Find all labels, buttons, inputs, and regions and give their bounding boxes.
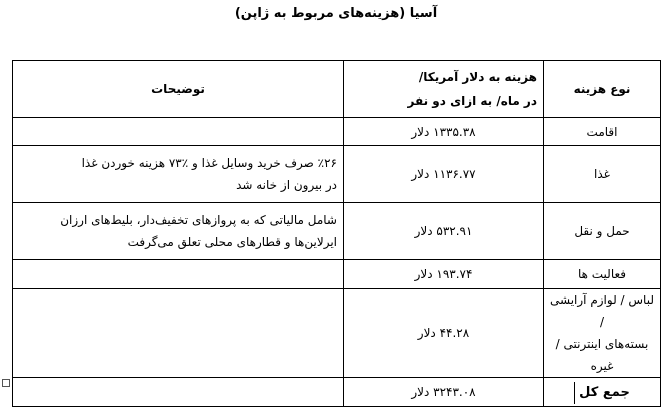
header-cost-type: نوع هزینه [544,61,661,118]
row-cost: ۱۹۳.۷۴ دلار [344,260,544,289]
row-type-line1: لباس / لوازم آرایشی / [550,293,654,329]
table-row [13,118,661,146]
table-row [13,203,661,260]
row-description [13,118,344,146]
total-cost: ۳۲۴۳.۰۸ دلار [344,378,544,407]
total-label: جمع کل [574,382,630,404]
row-description-line2: در بیرون از خانه شد [236,178,337,192]
row-cost: ۵۳۲.۹۱ دلار [344,203,544,260]
row-type [544,289,661,378]
header-cost-line2: در ماه/ به ازای دو نفر [407,94,537,108]
table-header-row [13,61,661,118]
table-anchor-icon [2,379,10,387]
table-row [13,289,661,378]
row-description [13,289,344,378]
header-description: توضیحات [13,61,344,118]
row-cost: ۱۱۳۶.۷۷ دلار [344,146,544,203]
cost-table [12,60,661,407]
row-type: اقامت [544,118,661,146]
row-description-line2: ایرلاین‌ها و قطارهای محلی تعلق می‌گرفت [127,235,337,249]
document-title: آسیا (هزینه‌های مربوط به ژاپن) [234,6,438,21]
header-cost-line1: هزینه به دلار آمریکا/ [418,70,537,84]
row-type: غذا [544,146,661,203]
table-row [13,146,661,203]
row-description [13,146,344,203]
row-description-line1: ٪۲۶ صرف خرید وسایل غذا و ٪۷۳ هزینه خوردن غذا [81,156,337,170]
total-label-cell [544,378,661,407]
table-row [13,260,661,289]
row-type-line2: بسته‌های اینترنتی / غیره [555,337,649,373]
row-description [13,203,344,260]
total-row [13,378,661,407]
row-cost: ۴۴.۲۸ دلار [344,289,544,378]
total-description [13,378,344,407]
header-cost-amount [344,61,544,118]
row-type: فعالیت ها [544,260,661,289]
row-description [13,260,344,289]
row-description-line1: شامل مالیاتی که به پروازهای تخفیف‌دار، بلیط‌های ارزان [60,213,337,227]
row-cost: ۱۳۳۵.۳۸ دلار [344,118,544,146]
row-type: حمل و نقل [544,203,661,260]
